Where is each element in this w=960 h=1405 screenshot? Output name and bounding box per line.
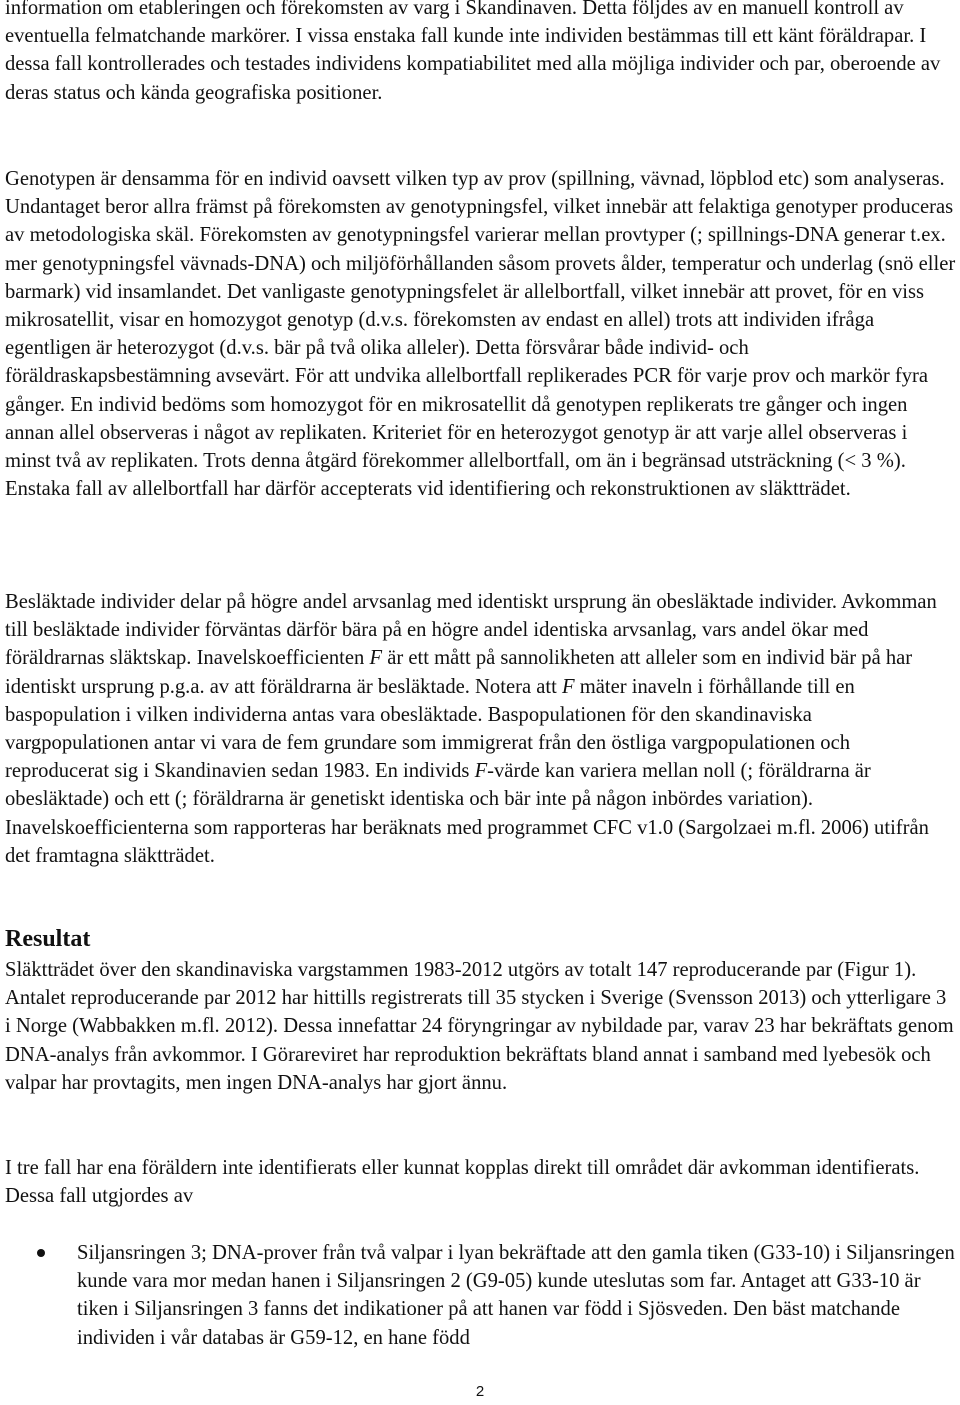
inbreeding-symbol-f: F [474, 760, 488, 783]
paragraph-related-individuals [5, 588, 956, 870]
bullet-list [0, 1239, 956, 1352]
inbreeding-symbol-f: F [369, 647, 383, 670]
related-text-2: är ett mått på sannolikheten att alleler som en individ bär på har identiskt ursprung p.g.a. av att föräldrarna är besläktade. Notera att [5, 647, 913, 698]
page-number: 2 [475, 1383, 485, 1400]
paragraph-genotyp: Genotypen är densamma för en individ oavsett vilken typ av prov (spillning, vävnad, löpblod etc) som analyseras. Undantaget beror allra främst på förekomsten av genotypningsfel, vilket innebär att felaktiga genotyper produceras av metodologiska skäl. Förekomsten av genotypningsfel varierar mellan provtyper (; spillnings-DNA generar t.ex. mer genotypningsfel vävnads-DNA) och miljöförhållanden såsom provets ålder, temperatur och underlag (snö eller barmark) vid insamlandet. Det vanligaste genotypningsfelet är allelbortfall, vilket innebär att provet, för en viss mikrosatellit, visar en homozygot genotyp (d.v.s. förekomsten av endast en allel) trots att individen ifråga egentligen är heterozygot (d.v.s. bär på två olika alleler). Detta försvårar både individ- och föräldraskapsbestämning avsevärt. För att undvika allelbortfall replikerades PCR för varje prov och markör fyra gånger. En individ bedöms som homozygot för en mikrosatellit då genotypen replikerats tre gånger och ingen annan allel observeras i något av replikaten. Kriteriet för en heterozygot genotyp är att varje allel observeras i minst två av replikaten. Trots denna åtgärd förekommer allelbortfall, om än i begränsad utsträckning (< 3 %). Enstaka fall av allelbortfall har därför accepterats vid identifiering och rekonstruktionen av släktträdet. [5, 168, 956, 501]
section-heading-resultat: Resultat [5, 926, 91, 952]
paragraph-intro: information om etableringen och förekomsten av varg i Skandinaven. Detta följdes av en manuell kontroll av eventuella felmatchande markörer. I vissa enstaka fall kunde inte individen bestämmas till ett känt föräldrapar. I dessa fall kontrollerades och testades individens kompatiabilitet med alla möjliga individer och par, oberoende av deras status och kända geografiska positioner. [5, 0, 941, 104]
list-item-text: Siljansringen 3; DNA-prover från två valpar i lyan bekräftade att den gamla tiken (G33-10) i Siljansringen kunde vara mor medan hanen i Siljansringen 2 (G9-05) kunde uteslutas som far. Antaget att G33-10 är tiken i Siljansringen 3 fanns det indikationer på att hanen var född i Sjösveden. Den bäst matchande individen i vår databas är G59-12, en hane född [77, 1242, 955, 1349]
related-text-4: -värde kan variera mellan noll (; föräldrarna är obesläktade) och ett (; föräldrarna är genetiskt identiska och bär inte på någon inbördes variation). Inavelskoefficienterna som rapporteras har beräknats med programmet CFC v1.0 (Sargolzaei m.fl. 2006) utifrån det framtagna släktträdet. [5, 760, 929, 867]
bullet-dot-icon [37, 1249, 45, 1257]
inbreeding-symbol-f: F [561, 675, 575, 698]
paragraph-resultat: Släktträdet över den skandinaviska vargstammen 1983-2012 utgörs av totalt 147 reproducerande par (Figur 1). Antalet reproducerande par 2012 har hittills registrerats till 35 stycken i Sverige (Svensson 2013) och ytterligare 3 i Norge (Wabbakken m.fl. 2012). Dessa innefattar 24 föryngringar av nybildade par, varav 23 har bekräftats genom DNA-analys från avkommor. I Görareviret har reproduktion bekräftats bland annat i samband med lyebesök och valpar har provtagits, men ingen DNA-analys har gjort ännu. [5, 959, 954, 1094]
related-text-1: Besläktade individer delar på högre andel arvsanlag med identiskt ursprung än obesläktade individer. Avkomman till besläktade individer förväntas därför bära på en högre andel identiska arvsanlag, vars andel ökar med föräldrarnas släktskap. Inavelskoefficienten [5, 591, 937, 670]
paragraph-tre-fall: I tre fall har ena föräldern inte identifierats eller kunnat kopplas direkt till området där avkomman identifierats. Dessa fall utgjordes av [5, 1157, 920, 1208]
list-item [0, 1239, 956, 1352]
related-text-3: mäter inaveln i förhållande till en baspopulation i vilken individerna antas vara obesläktade. Baspopulationen för den skandinaviska vargpopulationen antar vi vara de fem grundare som immigrerat från den östliga vargpopulationen och reproducerat sig i Skandinavien sedan 1983. En individs [5, 675, 855, 783]
